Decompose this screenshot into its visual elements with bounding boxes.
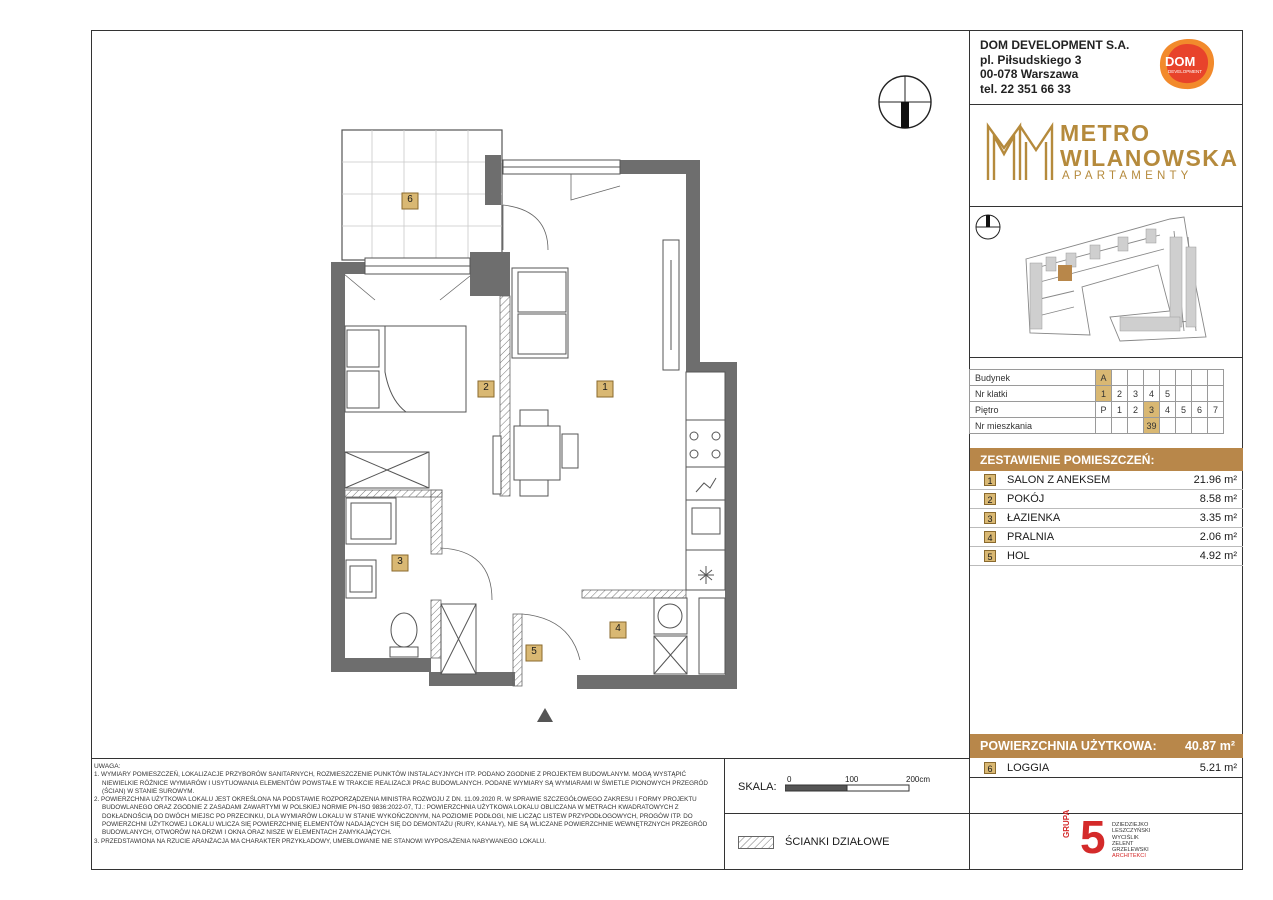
room-number: 5 — [984, 550, 996, 562]
location-row — [970, 418, 1224, 434]
room-row — [970, 490, 1243, 509]
location-cell — [1128, 418, 1144, 434]
location-cell — [1192, 418, 1208, 434]
tv-unit — [663, 240, 679, 370]
sofa — [512, 268, 568, 358]
location-row-label: Nr klatki — [970, 386, 1096, 402]
room-row — [970, 547, 1243, 566]
notes-divider — [91, 758, 970, 759]
location-cell — [1112, 370, 1128, 386]
company-address: pl. Piłsudskiego 3 — [980, 52, 1082, 67]
architect-divider — [969, 813, 1243, 814]
company-phone: tel. 22 351 66 33 — [980, 81, 1071, 96]
location-cell — [1192, 370, 1208, 386]
usable-area-value: 40.87 m² — [1184, 739, 1235, 753]
location-cell — [1160, 418, 1176, 434]
location-cell — [1192, 386, 1208, 402]
location-cell: 1 — [1112, 402, 1128, 418]
room-name: POKÓJ — [1007, 493, 1045, 505]
location-table — [969, 369, 1224, 434]
location-cell — [1144, 370, 1160, 386]
location-cell: 6 — [1192, 402, 1208, 418]
scale-label: SKALA: — [738, 781, 777, 793]
room-name: SALON Z ANEKSEM — [1007, 474, 1111, 486]
architect-name: ZELENT — [1112, 840, 1134, 847]
key-plan — [970, 207, 1242, 357]
location-cell: 3 — [1144, 402, 1160, 418]
keyplan-divider — [969, 357, 1243, 358]
metro-wilanowska-emblem — [984, 120, 1056, 182]
kitchen — [686, 372, 725, 590]
architect-suffix: ARCHITEKCI — [1112, 853, 1146, 860]
location-cell: 2 — [1128, 402, 1144, 418]
laundry-fixtures — [654, 598, 725, 674]
location-row-label: Budynek — [970, 370, 1096, 386]
plan-label-6: 6 — [407, 194, 413, 205]
scale-legend-divider — [724, 813, 969, 814]
location-row-label: Nr mieszkania — [970, 418, 1096, 434]
room-name: PRALNIA — [1007, 531, 1055, 543]
dom-logo-text: DOM — [1165, 54, 1196, 69]
brand-title-line1: METRO — [1060, 120, 1151, 146]
company-divider — [969, 104, 1243, 105]
partition-legend-swatch — [738, 836, 774, 849]
north-arrow — [879, 76, 931, 128]
doors — [344, 174, 620, 660]
scale-divider — [724, 758, 725, 870]
plan-label-5: 5 — [531, 646, 537, 657]
plan-label-2: 2 — [483, 382, 489, 393]
rooms-header: ZESTAWIENIE POMIESZCZEŃ: — [970, 448, 1243, 471]
room-area: 4.92 m² — [1199, 550, 1237, 562]
room-row — [970, 509, 1243, 528]
room-area: 2.06 m² — [1199, 531, 1237, 543]
location-cell: 4 — [1160, 402, 1176, 418]
location-row — [970, 402, 1224, 418]
scale-tick-200: 200cm — [906, 775, 931, 784]
note-item: 2. POWIERZCHNIA UŻYTKOWA LOKALU JEST OKREŚLONA NA PODSTAWIE ROZPORZĄDZENIA MINISTRA ROZWOJU Z DN. 11.09.2020 R. W SPRAWIE SZCZEGÓŁOWEGO ZAKRESU I FORMY PROJEKTU BUDOWLANEGO ORAZ ZGODNIE Z ZASADAMI ZAWARTYMI W POLSKIEJ NORMIE PN-ISO 9836:2022-07, TJ.: POWIERZCHNIA UŻYTKOWA LOKALU OBLICZANA W METRACH KWADRATOWYCH Z DOKŁADNOŚCIĄ DO DWÓCH MIEJSC PO PRZECINKU, DLA WYMIARÓW LOKALU W STANIE WYKOŃCZONYM, NA POZIOMIE PODŁOGI, NIE LICZĄC LISTEW PRZYPODŁOGOWYCH, PROGÓW ITP. DO POWIERZCHNI UŻYTKOWEJ LOKALU WLICZA SIĘ POWIERZCHNIĘ ELEMENTÓW NADAJĄCYCH SIĘ DO DEMONTAŻU (RURY, KANAŁY), NIE SĄ WLICZANE POWIERZCHNIE WEWNĘTRZNYCH PRZEGRÓD BUDOWLANYCH, OTWORÓW NA DRZWI I OKNA ORAZ NISZE W ELEMENTACH ZAMYKAJĄCYCH. — [94, 796, 708, 837]
location-cell — [1208, 370, 1224, 386]
loggia-row — [970, 759, 1243, 778]
company-name: DOM DEVELOPMENT S.A. — [980, 38, 1130, 52]
location-cell: 5 — [1160, 386, 1176, 402]
usable-area-label: POWIERZCHNIA UŻYTKOWA: — [980, 739, 1157, 753]
partition-legend-label: ŚCIANKI DZIAŁOWE — [785, 836, 890, 848]
room-row — [970, 528, 1243, 547]
location-cell: A — [1096, 370, 1112, 386]
location-cell: 5 — [1176, 402, 1192, 418]
location-row-label: Piętro — [970, 402, 1096, 418]
location-cell: 3 — [1128, 386, 1144, 402]
plan-label-4: 4 — [615, 623, 621, 634]
loggia — [342, 130, 502, 260]
scale-tick-100: 100 — [845, 775, 859, 784]
location-cell — [1176, 418, 1192, 434]
room-number: 1 — [984, 474, 996, 486]
architect-number: 5 — [1080, 811, 1106, 863]
company-info — [980, 38, 1129, 96]
location-cell — [1112, 418, 1128, 434]
location-cell — [1176, 370, 1192, 386]
location-row — [970, 370, 1224, 386]
location-cell: 4 — [1144, 386, 1160, 402]
architect-name: DZIEDZIEJKO — [1112, 822, 1149, 828]
architect-vertical-label: GRUPA — [1062, 809, 1071, 838]
scale-bar — [785, 784, 910, 794]
brand-title-line2: WILANOWSKA — [1060, 145, 1239, 171]
plan-label-1: 1 — [602, 382, 608, 393]
room-area: 21.96 m² — [1193, 474, 1237, 486]
scale-tick-0: 0 — [787, 775, 792, 784]
location-cell: P — [1096, 402, 1112, 418]
room-number: 6 — [984, 762, 996, 774]
usable-area-bar — [970, 734, 1243, 758]
location-cell: 2 — [1112, 386, 1128, 402]
location-cell — [1208, 386, 1224, 402]
location-cell — [1176, 386, 1192, 402]
room-name: ŁAZIENKA — [1007, 512, 1061, 524]
note-item: 3. PRZEDSTAWIONA NA RZUCIE ARANŻACJA MA CHARAKTER PRZYKŁADOWY, UMEBLOWANIE NIE STANOWI WYPOSAŻENIA NABYWANEGO LOKALU. — [94, 837, 547, 845]
room-area: 5.21 m² — [1199, 762, 1237, 774]
location-cell — [1128, 370, 1144, 386]
brand-title — [1060, 121, 1239, 171]
architect-name: GRZELEWSKI — [1112, 847, 1149, 854]
location-cell — [1096, 418, 1112, 434]
architect-name: LESZCZYŃSKI — [1112, 828, 1151, 835]
architect-name: WYCIŚLIK — [1112, 834, 1139, 841]
location-cell — [1160, 370, 1176, 386]
room-row — [970, 471, 1243, 490]
room-number: 2 — [984, 493, 996, 505]
room-name: HOL — [1007, 550, 1030, 562]
location-cell: 7 — [1208, 402, 1224, 418]
wardrobe — [345, 452, 429, 488]
room-number: 4 — [984, 531, 996, 543]
location-cell: 1 — [1096, 386, 1112, 402]
architect-names — [1112, 822, 1150, 860]
note-item: 1. WYMIARY POMIESZCZEŃ, LOKALIZACJE PRZYBORÓW SANITARNYCH, ROZMIESZCZENIE PUNKTÓW INSTALACYJNYCH ITP. PODANO ZGODNIE Z PROJEKTEM BUDOWLANYM. MOGĄ WYSTĄPIĆ NIEWIELKIE RÓŻNICE WYMIARÓW I USYTUOWANIA ELEMENTÓW POWSTAŁE W TRAKCIE REALIZACJI PRAC BUDOWLANYCH. PODANE WYMIARY SĄ WYMIARAMI W ŚWIETLE PIONOWYCH PRZEGRÓD (ŚCIAN) W STANIE SUROWYM. — [94, 771, 708, 795]
location-row — [970, 386, 1224, 402]
location-cell: 39 — [1144, 418, 1160, 434]
location-cell — [1208, 418, 1224, 434]
brand-subtitle: APARTAMENTY — [1062, 170, 1193, 182]
dom-logo-subtext: DEVELOPMENT — [1168, 69, 1203, 74]
bed — [345, 326, 466, 412]
notes — [94, 763, 716, 846]
plan-label-3: 3 — [397, 556, 403, 567]
notes-title: UWAGA: — [94, 763, 121, 770]
entrance-marker — [537, 708, 553, 722]
room-number: 3 — [984, 512, 996, 524]
room-area: 8.58 m² — [1199, 493, 1237, 505]
room-name: LOGGIA — [1007, 762, 1050, 774]
company-city: 00-078 Warszawa — [980, 67, 1079, 81]
room-area: 3.35 m² — [1199, 512, 1237, 524]
bathroom-fixtures — [346, 498, 476, 674]
